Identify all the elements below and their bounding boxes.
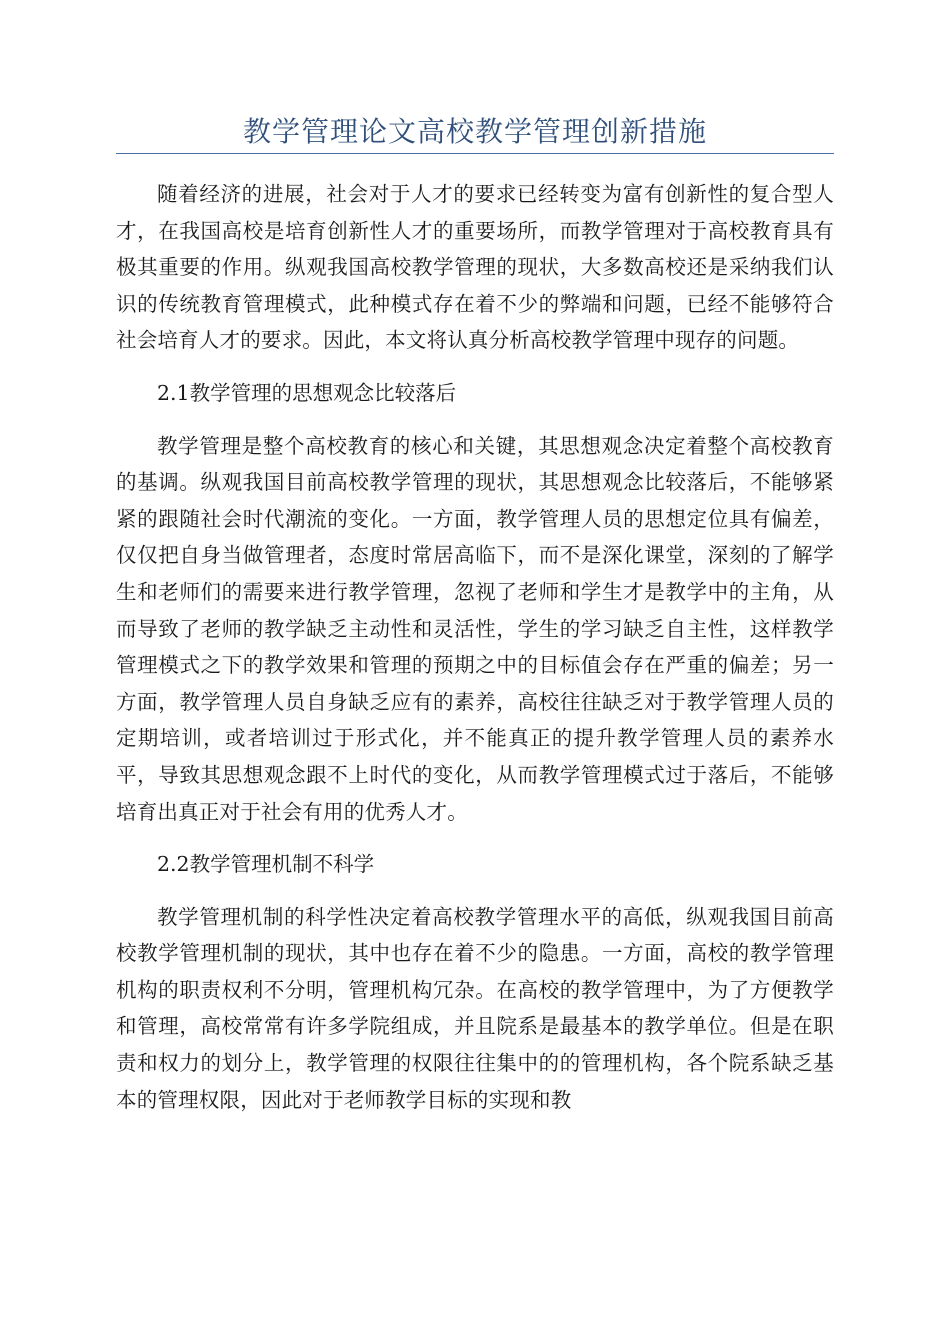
section-heading-2-1: 2.1教学管理的思想观念比较落后 <box>157 380 457 405</box>
section-2-2-paragraph: 教学管理机制的科学性决定着高校教学管理水平的高低，纵观我国目前高校教学管理机制的现状，其中也存在着不少的隐患。一方面，高校的教学管理机构的职责权利不分明，管理机构冗杂。在高校的教学管理中，为了方便教学和管理，高校常常有许多学院组成，并且院系是最基本的教学单位。但是在职责和权力的划分上，教学管理的权限往往集中的的管理机构，各个院系缺乏基本的管理权限，因此对于老师教学目标的实现和教 <box>116 904 834 1112</box>
document-page <box>116 0 834 1134</box>
document-title: 教学管理论文高校教学管理创新措施 <box>242 115 707 148</box>
document-body <box>116 176 834 1118</box>
section-2-1-paragraph: 教学管理是整个高校教育的核心和关键，其思想观念决定着整个高校教育的基调。纵观我国目前高校教学管理的现状，其思想观念比较落后，不能够紧紧的跟随社会时代潮流的变化。一方面，教学管理人员的思想定位具有偏差，仅仅把自身当做管理者，态度时常居高临下，而不是深化课堂，深刻的了解学生和老师们的需要来进行教学管理，忽视了老师和学生才是教学中的主角，从而导致了老师的教学缺乏主动性和灵活性，学生的学习缺乏自主性，这样教学管理模式之下的教学效果和管理的预期之中的目标值会存在严重的偏差；另一方面，教学管理人员自身缺乏应有的素养，高校往往缺乏对于教学管理人员的定期培训，或者培训过于形式化，并不能真正的提升教学管理人员的素养水平，导致其思想观念跟不上时代的变化，从而教学管理模式过于落后，不能够培育出真正对于社会有用的优秀人才。 <box>116 433 834 824</box>
intro-paragraph: 随着经济的进展，社会对于人才的要求已经转变为富有创新性的复合型人才，在我国高校是培育创新性人才的重要场所，而教学管理对于高校教育具有极其重要的作用。纵观我国高校教学管理的现状，大多数高校还是采纳我们认识的传统教育管理模式，此种模式存在着不少的弊端和问题，已经不能够符合社会培育人才的要求。因此，本文将认真分析高校教学管理中现存的问题。 <box>116 182 834 353</box>
section-heading-2-2: 2.2教学管理机制不科学 <box>157 852 375 877</box>
title-underline <box>116 153 834 154</box>
